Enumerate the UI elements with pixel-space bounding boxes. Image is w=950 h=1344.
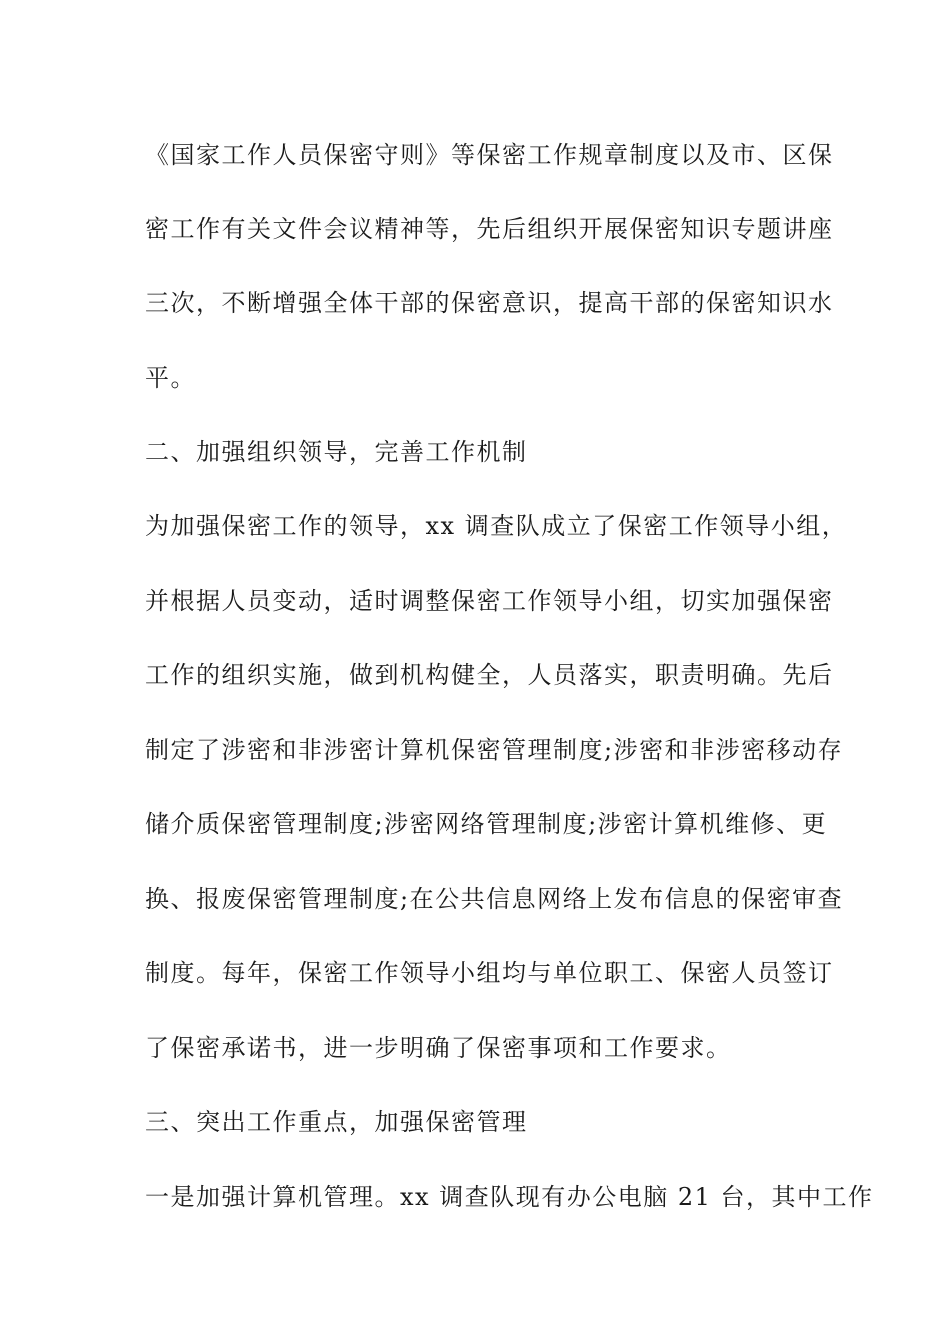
paragraph-line: 密工作有关文件会议精神等，先后组织开展保密知识专题讲座 xyxy=(145,215,834,243)
paragraph-line: 制定了涉密和非涉密计算机保密管理制度;涉密和非涉密移动存 xyxy=(145,736,844,764)
paragraph-line: 三次，不断增强全体干部的保密意识，提高干部的保密知识水 xyxy=(145,289,834,317)
paragraph-line: 为加强保密工作的领导，xx 调查队成立了保密工作领导小组， xyxy=(145,512,848,540)
paragraph-line: 储介质保密管理制度;涉密网络管理制度;涉密计算机维修、更 xyxy=(145,810,828,838)
paragraph-line: 了保密承诺书，进一步明确了保密事项和工作要求。 xyxy=(145,1034,732,1062)
paragraph-line: 平。 xyxy=(145,364,196,392)
paragraph-line: 一是加强计算机管理。xx 调查队现有办公电脑 21 台，其中工作 xyxy=(145,1183,874,1211)
paragraph-line: 并根据人员变动，适时调整保密工作领导小组，切实加强保密 xyxy=(145,587,834,615)
paragraph-line: 《国家工作人员保密守则》等保密工作规章制度以及市、区保 xyxy=(145,141,834,169)
paragraph-line: 制度。每年，保密工作领导小组均与单位职工、保密人员签订 xyxy=(145,959,834,987)
paragraph-line: 换、报废保密管理制度;在公共信息网络上发布信息的保密审查 xyxy=(145,885,844,913)
paragraph-line: 工作的组织实施，做到机构健全，人员落实，职责明确。先后 xyxy=(145,661,834,689)
section-heading: 三、突出工作重点，加强保密管理 xyxy=(145,1108,528,1136)
section-heading: 二、加强组织领导，完善工作机制 xyxy=(145,438,528,466)
